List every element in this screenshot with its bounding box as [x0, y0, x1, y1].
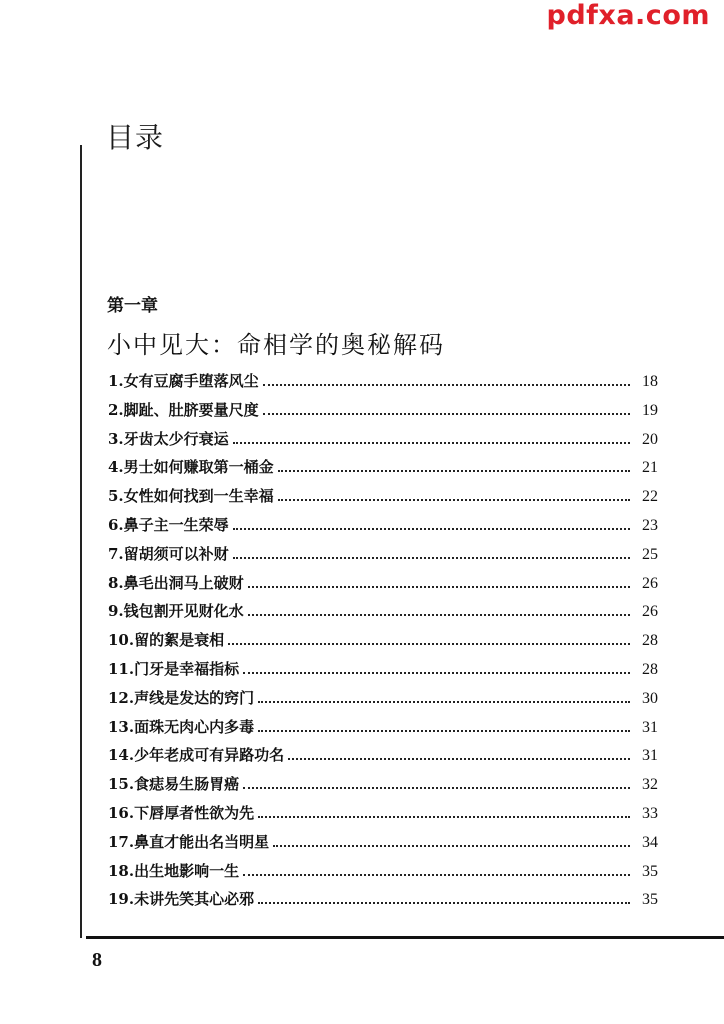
toc-entry-label: 12.声线是发达的窍门: [108, 688, 255, 707]
toc-entry-page: 22: [642, 488, 658, 506]
toc-entry-label: 18.出生地影响一生: [108, 861, 240, 880]
toc-entry-label: 6.鼻子主一生荣辱: [108, 515, 229, 534]
toc-entry: [108, 831, 658, 860]
toc-entry-label: 2.脚趾、肚脐要量尺度: [108, 400, 259, 419]
dot-leader: [233, 556, 630, 559]
footer-rule: [86, 936, 724, 939]
toc-entry: [108, 658, 658, 687]
toc-entry: [108, 600, 658, 629]
toc-entry: [108, 687, 658, 716]
toc-entry: [108, 428, 658, 457]
dot-leader: [278, 498, 630, 501]
toc-entry-label: 15.食痣易生肠胃癌: [108, 775, 240, 794]
toc-entry-label: 9.钱包割开见财化水: [108, 602, 244, 621]
toc-entry-page: 35: [642, 862, 658, 880]
dot-leader: [258, 729, 630, 732]
page-number: 8: [92, 949, 102, 971]
toc-entry-label: 5.女性如何找到一生幸福: [108, 487, 274, 506]
toc-entry: [108, 888, 658, 917]
dot-leader: [258, 700, 630, 703]
toc-entry-label: 14.少年老成可有异路功名: [108, 746, 285, 765]
toc-entry-label: 13.面珠无肉心内多毒: [108, 717, 255, 736]
toc-entry: [108, 629, 658, 658]
toc-entry-label: 11.门牙是幸福指标: [108, 659, 240, 678]
left-margin-rule: [80, 145, 82, 938]
dot-leader: [233, 441, 630, 444]
toc-entry-page: 31: [642, 747, 658, 765]
toc-entry-page: 23: [642, 516, 658, 534]
toc-entry: [108, 802, 658, 831]
dot-leader: [243, 873, 630, 876]
dot-leader: [258, 815, 630, 818]
dot-leader: [243, 786, 630, 789]
toc-entry-page: 28: [642, 660, 658, 678]
dot-leader: [263, 412, 630, 415]
toc-entry: [108, 485, 658, 514]
dot-leader: [273, 844, 630, 847]
toc-entry: [108, 572, 658, 601]
toc-entry: [108, 543, 658, 572]
toc-entry-label: 7.留胡须可以补财: [108, 544, 229, 563]
toc-entry-page: 26: [642, 603, 658, 621]
toc-entry: [108, 744, 658, 773]
toc-entry-label: 4.男士如何赚取第一桶金: [108, 458, 274, 477]
toc-entry: [108, 773, 658, 802]
toc-entry-label: 3.牙齿太少行衰运: [108, 429, 229, 448]
toc-entry-page: 33: [642, 804, 658, 822]
toc-entry-page: 20: [642, 430, 658, 448]
toc-entry: [108, 456, 658, 485]
dot-leader: [288, 757, 630, 760]
dot-leader: [278, 469, 630, 472]
toc-list: [108, 370, 658, 917]
toc-entry: [108, 399, 658, 428]
toc-entry-label: 16.下唇厚者性欲为先: [108, 803, 255, 822]
dot-leader: [248, 613, 630, 616]
toc-entry-page: 26: [642, 574, 658, 592]
dot-leader: [243, 671, 630, 674]
toc-entry-page: 18: [642, 373, 658, 390]
toc-entry-label: 8.鼻毛出洞马上破财: [108, 573, 244, 592]
chapter-title: 小中见大：命相学的奥秘解码: [107, 331, 445, 359]
toc-heading: 目录: [106, 121, 165, 154]
toc-entry-page: 30: [642, 689, 658, 707]
toc-entry-label: 19.未讲先笑其心必邪: [108, 890, 255, 909]
toc-entry-page: 21: [642, 459, 658, 477]
toc-entry-label: 10.留的絮是衰相: [108, 631, 225, 650]
dot-leader: [248, 585, 630, 588]
dot-leader: [263, 383, 630, 386]
toc-entry: [108, 716, 658, 745]
dot-leader: [233, 527, 630, 530]
toc-entry-label: 17.鼻直才能出名当明星: [108, 832, 270, 851]
toc-entry-label: 1.女有豆腐手堕落风尘: [108, 372, 259, 390]
toc-entry-page: 28: [642, 632, 658, 650]
watermark-text: pdfxa.com: [546, 0, 710, 31]
toc-entry: [108, 370, 658, 399]
toc-entry-page: 31: [642, 718, 658, 736]
dot-leader: [258, 901, 630, 904]
dot-leader: [228, 642, 630, 645]
toc-entry-page: 34: [642, 833, 658, 851]
toc-entry-page: 19: [642, 401, 658, 419]
toc-entry-page: 32: [642, 776, 658, 794]
toc-entry: [108, 514, 658, 543]
chapter-number: 第一章: [107, 296, 158, 316]
toc-entry-page: 25: [642, 545, 658, 563]
toc-entry: [108, 860, 658, 889]
toc-entry-page: 35: [642, 891, 658, 909]
